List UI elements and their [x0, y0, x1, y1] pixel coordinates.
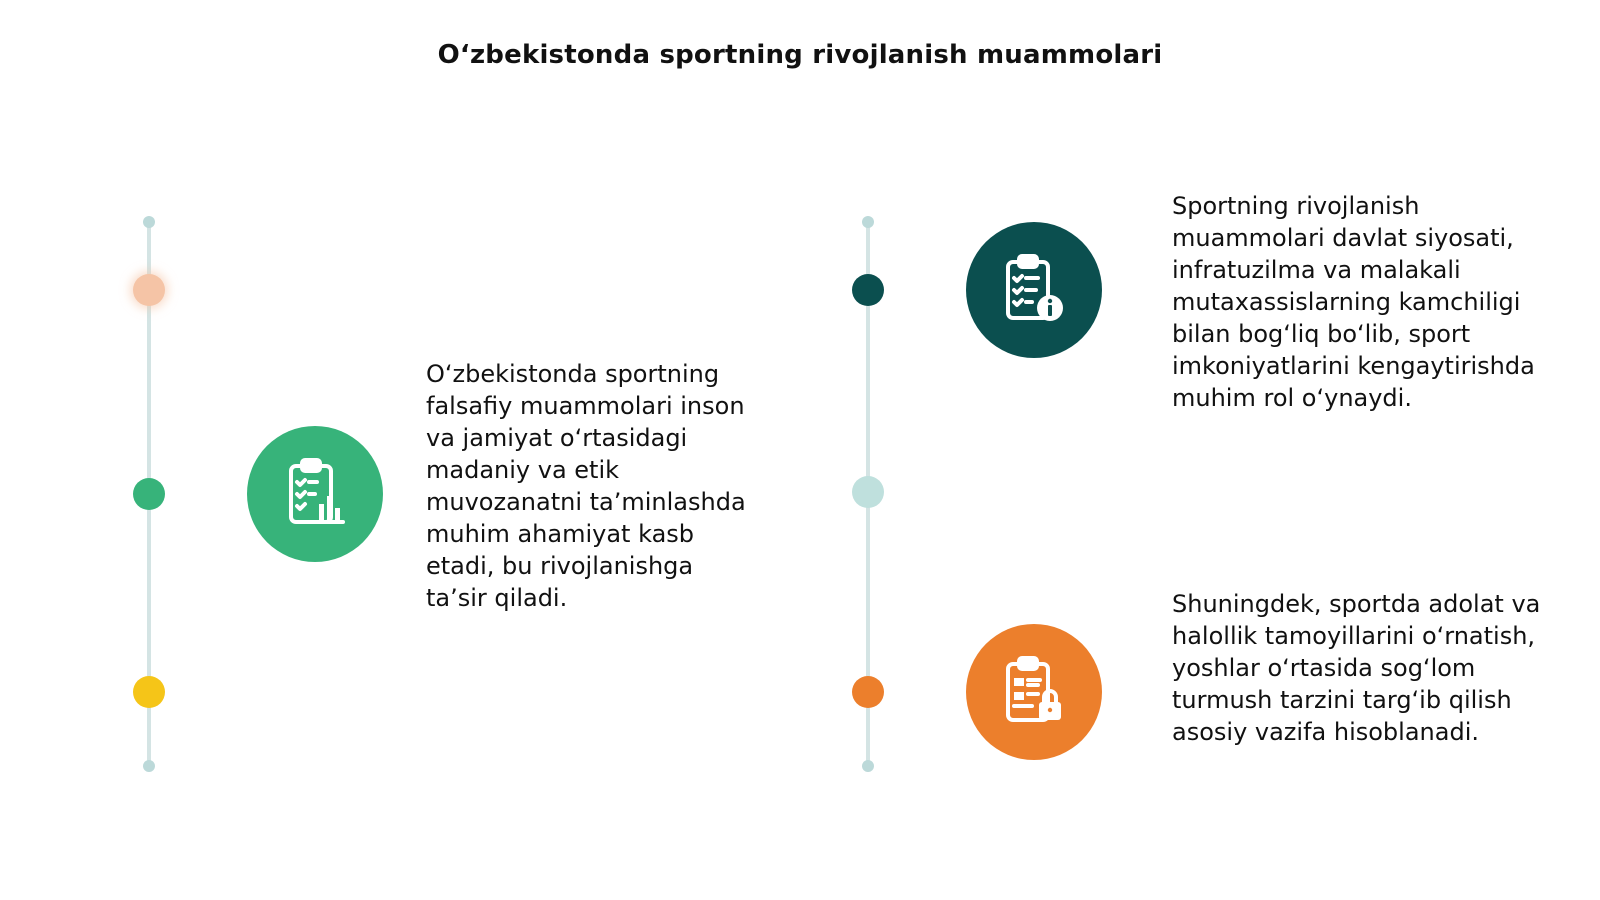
timeline-start-dot: [862, 216, 874, 228]
timeline-node-green: [133, 478, 165, 510]
timeline-node-peach: [133, 274, 165, 306]
timeline-end-dot: [862, 760, 874, 772]
timeline-node-dark-teal: [852, 274, 884, 306]
clipboard-lock-icon: [966, 624, 1102, 760]
page-title: O‘zbekistonda sportning rivojlanish muammolari: [437, 40, 1163, 70]
clipboard-info-icon: [966, 222, 1102, 358]
timeline-end-dot: [143, 760, 155, 772]
clipboard-chart-icon: [247, 426, 383, 562]
timeline-node-light-teal: [852, 476, 884, 508]
block-text-3: Shuningdek, sportda adolat va halollik tamoyillarini o‘rnatish, yoshlar o‘rtasida sog‘lom turmush tarzini targ‘ib qilish asosiy vazifa hisoblanadi.: [1172, 590, 1541, 746]
timeline-node-yellow: [133, 676, 165, 708]
timeline-start-dot: [143, 216, 155, 228]
block-text-2: Sportning rivojlanish muammolari davlat siyosati, infratuzilma va malakali mutaxassislarning kamchiligi bilan bog‘liq bo‘lib, sport imkoniyatlarini kengaytirishda muhim rol o‘ynaydi.: [1172, 192, 1535, 412]
timeline-node-orange: [852, 676, 884, 708]
block-text-1: O‘zbekistonda sportning falsafiy muammolari inson va jamiyat o‘rtasidagi madaniy va etik muvozanatni ta’minlashda muhim ahamiyat kasb etadi, bu rivojlanishga ta’sir qiladi.: [426, 360, 746, 612]
